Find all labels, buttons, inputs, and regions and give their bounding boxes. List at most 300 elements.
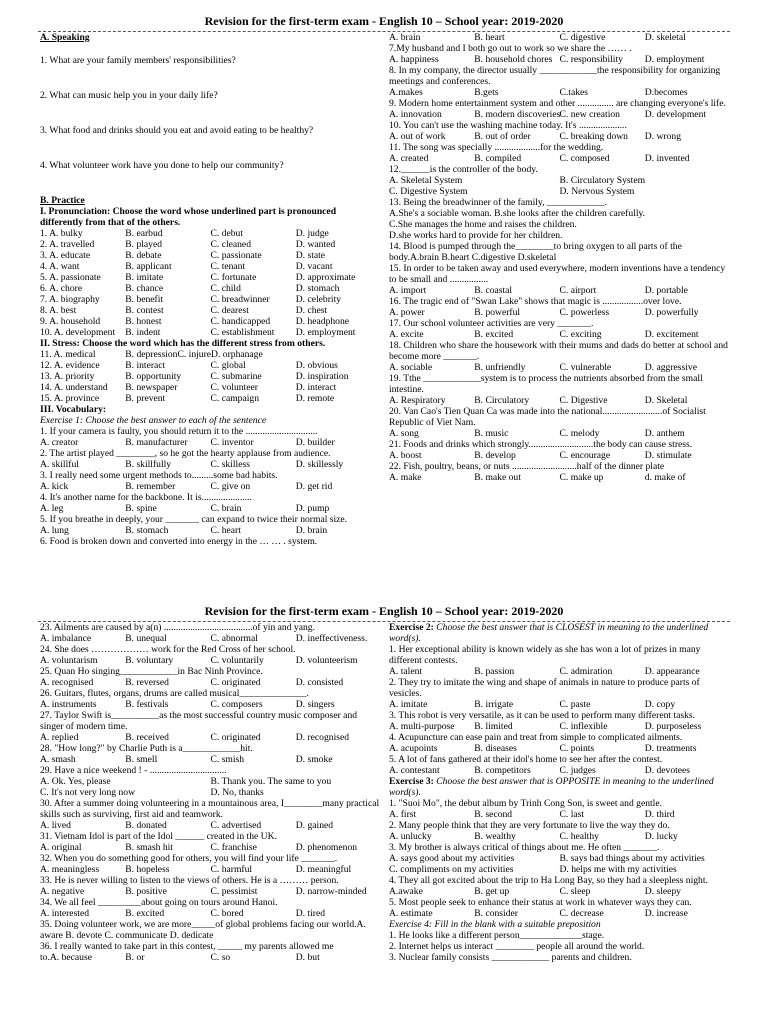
- question-text: 4. It's another name for the backbone. It is.....................: [40, 492, 252, 503]
- answer-option: D. increase: [644, 908, 688, 919]
- answer-option: B. music: [474, 428, 509, 439]
- answer-option: B. honest: [125, 316, 162, 327]
- answer-option: B. received: [125, 732, 169, 743]
- answer-option: B. donated: [125, 820, 167, 831]
- answer-options: [389, 699, 730, 710]
- answer-options: [40, 437, 381, 448]
- answer-option: D. state: [295, 250, 326, 261]
- answer-option: B. compiled: [474, 153, 522, 164]
- answer-options: [40, 886, 381, 897]
- question-text: C.She manages the home and raises the children.: [389, 219, 577, 230]
- question-text: 9. Modern home entertainment system and other ............... are changing everyone's life.: [389, 98, 726, 109]
- answer-option: A. import: [389, 285, 427, 296]
- answer-options: [40, 481, 381, 492]
- answer-option: B.gets: [474, 87, 499, 98]
- answer-option: D. inspiration: [295, 371, 349, 382]
- spacer: [40, 148, 381, 160]
- answer-option: D. sleepy: [644, 886, 681, 897]
- answer-options: [40, 633, 381, 644]
- question-text: 5. If you breathe in deeply, your _______ can expand to twice their normal size.: [40, 514, 348, 525]
- answer-option: D. anthem: [644, 428, 685, 439]
- answer-option: D. remote: [295, 393, 335, 404]
- answer-option: D. obvious: [295, 360, 338, 371]
- question-text: 3. I really need some urgent methods to.........some bad habits.: [40, 470, 278, 481]
- answer-options: [389, 285, 730, 296]
- answer-option: B. competitors: [474, 765, 531, 776]
- part-heading: B. Practice: [40, 195, 85, 206]
- answer-option: C. sleep: [559, 886, 591, 897]
- answer-options: [40, 393, 381, 404]
- answer-option: D. Nervous System: [559, 186, 635, 197]
- answer-option: B. newspaper: [125, 382, 178, 393]
- answer-option: D. powerfully: [644, 307, 699, 318]
- answer-option: A. skillful: [40, 459, 79, 470]
- question-text: 32. When you do something good for others, you will find your life _______.: [40, 853, 338, 864]
- answer-option: 12. A. evidence: [40, 360, 100, 371]
- question-text: 4. What volunteer work have you done to help our community?: [40, 160, 284, 171]
- answer-option: A. Skeletal System: [389, 175, 463, 186]
- question-text: 34. We all feel _________about going on tours around Hanoi.: [40, 897, 278, 908]
- answer-option: D. get rid: [295, 481, 333, 492]
- answer-option: C. establishment: [210, 327, 275, 338]
- answer-option: D. judge: [295, 228, 329, 239]
- question-text: 12.______is the controller of the body.: [389, 164, 538, 175]
- answer-option: B. smell: [125, 754, 158, 765]
- answer-option: 4. A. want: [40, 261, 80, 272]
- answer-option: C. admiration: [559, 666, 613, 677]
- left-column: [40, 32, 381, 547]
- question-text: 16. The tragic end of "Swan Lake" shows that magic is .................over love.: [389, 296, 682, 307]
- answer-option: D. Skeletal: [644, 395, 688, 406]
- answer-option: D. employment: [644, 54, 705, 65]
- answer-option: C. last: [559, 809, 585, 820]
- answer-option: C. judges: [559, 765, 596, 776]
- answer-option: B. powerful: [474, 307, 521, 318]
- answer-option: A. boost: [389, 450, 422, 461]
- question-text: 4. Acupuncture can ease pain and treat from simple to complicated ailments.: [389, 732, 683, 743]
- answer-option: C. global: [210, 360, 246, 371]
- exercise-heading: Exercise 1: Choose the best answer to each of the sentence: [40, 415, 267, 426]
- question-text: 14. Blood is pumped through the________to bring oxygen to all parts of the body.A.brain B.heart C.digestive D.skeletal: [389, 241, 682, 263]
- answer-option: A. created: [389, 153, 429, 164]
- answer-option: B. festivals: [125, 699, 169, 710]
- answer-option: C. advertised: [210, 820, 262, 831]
- answer-options: [40, 677, 381, 688]
- answer-option: D. interact: [295, 382, 337, 393]
- answer-option: D. lucky: [644, 831, 678, 842]
- question-text: 3. This robot is very versatile, as it can be used to perform many different tasks.: [389, 710, 696, 721]
- exam-sheet-2: [0, 590, 768, 1024]
- columns-2: [0, 622, 768, 963]
- answer-option: A. voluntarism: [40, 655, 98, 666]
- answer-options: [40, 228, 381, 239]
- answer-option: D. phenomenon: [295, 842, 358, 853]
- exercise-instruction: Choose the best answer that is OPPOSITE in meaning to the underlined word(s).: [389, 776, 714, 798]
- answer-options: [389, 395, 730, 406]
- answer-option: C. new creation: [559, 109, 620, 120]
- question-text: 2. The artist played ________, so he got the hearty applause from audience.: [40, 448, 331, 459]
- answer-option: A. leg: [40, 503, 64, 514]
- answer-option: A. first: [389, 809, 417, 820]
- answer-options: [389, 32, 730, 43]
- answer-option: D. wanted: [295, 239, 336, 250]
- answer-option: D. smoke: [295, 754, 333, 765]
- answer-option: B. passion: [474, 666, 515, 677]
- answer-option: B. manufacturer: [125, 437, 188, 448]
- answer-option: B. smash hit: [125, 842, 173, 853]
- answer-option: B. applicant: [125, 261, 172, 272]
- answer-option: D. chest: [295, 305, 328, 316]
- answer-option: A. Ok. Yes, please: [40, 776, 111, 787]
- answer-option: C. give on: [210, 481, 251, 492]
- answer-options: [389, 131, 730, 142]
- answer-options: [389, 765, 730, 776]
- answer-option: C. campaign: [210, 393, 259, 404]
- answer-option: A. multi-purpose: [389, 721, 455, 732]
- answer-option: B. household chores: [474, 54, 553, 65]
- answer-option: B. Thank you. The same to you: [210, 776, 332, 787]
- answer-options: [389, 329, 730, 340]
- answer-options: [40, 459, 381, 470]
- answer-option: B. spine: [125, 503, 157, 514]
- answer-option: D. tired: [295, 908, 326, 919]
- answer-option: C. It's not very long now: [40, 787, 135, 798]
- question-text: 36. I really wanted to take part in this contest, _____ my parents allowed me: [40, 941, 334, 952]
- question-text: 13. Being the breadwinner of the family, ____________.: [389, 197, 607, 208]
- question-text: 4. They all got excited about the trip to Ha Long Bay, so they had a sleepless night.: [389, 875, 708, 886]
- answer-option: A.makes: [389, 87, 423, 98]
- answer-option: C. cleaned: [210, 239, 251, 250]
- answer-option: B. depressionC. injureD. orphanage: [125, 349, 263, 360]
- answer-option: D. brain: [295, 525, 328, 536]
- answer-option: 2. A. travelled: [40, 239, 95, 250]
- answer-option: C. Digestive: [559, 395, 608, 406]
- page-title: Revision for the first-term exam - English 10 – School year: 2019-2020: [204, 14, 564, 28]
- question-text: 17. Our school volunteer activities are very _______.: [389, 318, 594, 329]
- question-text: 1. Her exceptional ability is known widely as she has won a lot of prizes in many different contests.: [389, 644, 701, 666]
- answer-option: B. Circulatory: [474, 395, 530, 406]
- answer-option: C. Digestive System: [389, 186, 468, 197]
- question-text: 2. They try to imitate the wing and shape of animals in nature to produce parts of vesicles.: [389, 677, 700, 699]
- answer-option: A. creator: [40, 437, 79, 448]
- answer-options: [389, 54, 730, 65]
- answer-option: D. wrong: [644, 131, 681, 142]
- answer-option: B. opportunity: [125, 371, 182, 382]
- part-heading: A. Speaking: [40, 32, 90, 43]
- page-title-2: Revision for the first-term exam - English 10 – School year: 2019-2020: [204, 604, 564, 618]
- answer-options: [389, 153, 730, 164]
- answer-options: [40, 820, 381, 831]
- answer-options: [389, 109, 730, 120]
- question-text: 18. Children who share the housework with their mums and dads do better at school and become more _______.: [389, 340, 728, 362]
- answer-option: B. out of order: [474, 131, 531, 142]
- question-text: 28. "How long?" by Charlie Puth is a____________hit.: [40, 743, 253, 754]
- answer-option: B. prevent: [125, 393, 166, 404]
- question-text: 3. Nuclear family consists ____________ parents and children.: [389, 952, 632, 963]
- answer-option: A. interested: [40, 908, 90, 919]
- answer-option: B. stomach: [125, 525, 169, 536]
- answer-option: A. kick: [40, 481, 69, 492]
- answer-option: D. purposeless: [644, 721, 702, 732]
- answer-option: D. narrow-minded: [295, 886, 367, 897]
- spacer: [40, 101, 381, 113]
- answer-option: C. abnormal: [210, 633, 258, 644]
- answer-option: A. original: [40, 842, 82, 853]
- answer-option: 13. A. priority: [40, 371, 95, 382]
- answer-option: B. unequal: [125, 633, 167, 644]
- exercise-heading: Exercise 4: Fill in the blank with a suitable preposition: [389, 919, 601, 930]
- answer-options: [40, 283, 381, 294]
- answer-options: [40, 239, 381, 250]
- answer-options: [389, 666, 730, 677]
- answer-option: 5. A. passionate: [40, 272, 101, 283]
- answer-option: A. unlucky: [389, 831, 432, 842]
- question-text: 26. Guitars, flutes, organs, drums are called musical______________.: [40, 688, 309, 699]
- exercise-label: Exercise 2:: [389, 622, 434, 633]
- answer-option: B. Circulatory System: [559, 175, 646, 186]
- answer-options: [389, 428, 730, 439]
- answer-option: D. treatments: [644, 743, 697, 754]
- answer-options: [40, 327, 381, 338]
- answer-option: C. franchise: [210, 842, 257, 853]
- question-text: 2. Internet helps us interact ________ people all around the world.: [389, 941, 645, 952]
- question-text: 1. What are your family members' responsibilities?: [40, 55, 236, 66]
- answer-options: [40, 732, 381, 743]
- answer-option: D. meaningful: [295, 864, 352, 875]
- exercise-heading: [389, 622, 730, 644]
- left-column-2: [40, 622, 381, 963]
- answer-options: [40, 525, 381, 536]
- answer-options: [40, 787, 381, 798]
- answer-option: A. out of work: [389, 131, 446, 142]
- answer-option: D. appearance: [644, 666, 700, 677]
- answer-options: [389, 87, 730, 98]
- answer-options: [40, 294, 381, 305]
- answer-options: [40, 754, 381, 765]
- answer-option: D. but: [295, 952, 320, 963]
- answer-option: C. healthy: [559, 831, 599, 842]
- answer-option: A. power: [389, 307, 425, 318]
- answer-option: 15. A. province: [40, 393, 100, 404]
- question-text: 30. After a summer doing volunteering in a mountainous area, I________many practical skills such as surviving, first aid and teamwork.: [40, 798, 380, 820]
- answer-option: C. encourage: [559, 450, 611, 461]
- answer-options: [389, 307, 730, 318]
- answer-option: B. irrigate: [474, 699, 514, 710]
- answer-options: [40, 864, 381, 875]
- question-text: 5. A lot of fans gathered at their idol's home to see her after the contest.: [389, 754, 663, 765]
- answer-option: 6. A. chore: [40, 283, 83, 294]
- answer-option: D. builder: [295, 437, 335, 448]
- answer-option: C. heart: [210, 525, 241, 536]
- answer-options: [40, 272, 381, 283]
- question-text: D.she works hard to provide for her children.: [389, 230, 563, 241]
- spacer: [40, 171, 381, 183]
- answer-option: A. excite: [389, 329, 424, 340]
- answer-option: A. imbalance: [40, 633, 92, 644]
- question-text: 3. My brother is always critical of things about me. He often _______.: [389, 842, 660, 853]
- question-text: 19. Tthe ____________system is to process the nutrients absorbed from the small intestine.: [389, 373, 703, 395]
- section-heading: II. Stress: Choose the word which has the different stress from others.: [40, 338, 326, 349]
- answer-option: B. coastal: [474, 285, 513, 296]
- spacer: [40, 78, 381, 90]
- question-text: 1. If your camera is faulty, you should return it to the ..............................: [40, 426, 318, 437]
- exercise-label: Exercise 3:: [389, 776, 434, 787]
- question-text: 5. Most people seek to enhance their status at work in whatever ways they can.: [389, 897, 692, 908]
- answer-option: 7. A. biography: [40, 294, 100, 305]
- answer-options: [40, 261, 381, 272]
- answer-options: [40, 382, 381, 393]
- answer-option: A. innovation: [389, 109, 442, 120]
- answer-option: A. contestant: [389, 765, 440, 776]
- answer-options: [40, 776, 381, 787]
- answer-option: C. decrease: [559, 908, 604, 919]
- answer-option: C. voluntarily: [210, 655, 264, 666]
- question-text: A.She's a sociable woman. B.she looks after the children carefully.: [389, 208, 646, 219]
- answer-option: B. interact: [125, 360, 166, 371]
- answer-option: D. approximate: [295, 272, 356, 283]
- answer-option: B. heart: [474, 32, 505, 43]
- question-text: 23. Ailments are caused by a(n) .....................................of yin and yang.: [40, 622, 315, 633]
- answer-option: A. says good about my activities: [389, 853, 515, 864]
- answer-option: C. inflexible: [559, 721, 608, 732]
- question-text: 33. He is never willing to listen to the views of others. He is a ……… person.: [40, 875, 339, 886]
- answer-options: [40, 655, 381, 666]
- exercise-instruction: Choose the best answer that is CLOSEST in meaning to the underlined word(s).: [389, 622, 709, 644]
- answer-option: D. helps me with my activities: [559, 864, 677, 875]
- answer-option: A. lung: [40, 525, 69, 536]
- answer-option: A. make: [389, 472, 422, 483]
- answer-option: B. modern discoveries: [474, 109, 561, 120]
- answer-option: D. employment: [295, 327, 356, 338]
- answer-option: C. volunteer: [210, 382, 258, 393]
- question-text: 1. He looks like a different person_____________stage.: [389, 930, 605, 941]
- answer-option: A. sociable: [389, 362, 433, 373]
- answer-option: B. second: [474, 809, 513, 820]
- answer-options: [40, 360, 381, 371]
- answer-option: D. skeletal: [644, 32, 686, 43]
- answer-option: C. digestive: [559, 32, 606, 43]
- question-text: 24. She does ……………… work for the Red Cross of her school.: [40, 644, 296, 655]
- answer-option: A. meaningless: [40, 864, 100, 875]
- question-text: 15. In order to be taken away and used everywhere, modern inventions have a tendency to be small and ................: [389, 263, 726, 285]
- spacer: [40, 113, 381, 125]
- question-text: 25. Quan Ho singing____________in Bac Ninh Province.: [40, 666, 263, 677]
- answer-option: D. ineffectiveness.: [295, 633, 368, 644]
- answer-options: [389, 186, 730, 197]
- answer-options: [40, 250, 381, 261]
- answer-option: A. acupoints: [389, 743, 438, 754]
- answer-option: B. diseases: [474, 743, 517, 754]
- answer-options: [40, 503, 381, 514]
- section-heading: III. Vocabulary:: [40, 404, 107, 415]
- answer-options: [389, 743, 730, 754]
- answer-option: C. composers: [210, 699, 263, 710]
- answer-option: C. bored: [210, 908, 244, 919]
- answer-option: D. excitement: [644, 329, 699, 340]
- answer-option: 1. A. bulky: [40, 228, 83, 239]
- question-text: 10. You can't use the washing machine today. It's ....................: [389, 120, 627, 131]
- answer-option: D. stomach: [295, 283, 340, 294]
- answer-option: A. happiness: [389, 54, 439, 65]
- question-text: 20. Van Cao's Tien Quan Ca was made into the national.........................of Socialist Republic of Viet Nam.: [389, 406, 706, 428]
- answer-option: B. excited: [474, 329, 514, 340]
- answer-option: C. child: [210, 283, 241, 294]
- answer-option: C. submarine: [210, 371, 262, 382]
- answer-option: B. unfriendly: [474, 362, 526, 373]
- answer-option: C. make up: [559, 472, 604, 483]
- answer-options: [40, 908, 381, 919]
- answer-options: [40, 699, 381, 710]
- answer-option: D. copy: [644, 699, 676, 710]
- question-text: 6. Food is broken down and converted into energy in the … … . system.: [40, 536, 318, 547]
- question-text: 22. Fish, poultry, beans, or nuts ...........................half of the dinner plate: [389, 461, 665, 472]
- answer-option: C. points: [559, 743, 595, 754]
- answer-options: [389, 853, 730, 864]
- answer-option: C. smish: [210, 754, 245, 765]
- columns: [0, 32, 768, 547]
- answer-options: [40, 316, 381, 327]
- answer-option: B. consider: [474, 908, 518, 919]
- answer-option: C. breaking down: [559, 131, 628, 142]
- answer-option: [296, 349, 381, 360]
- answer-option: D. third: [644, 809, 675, 820]
- answer-option: D. No, thanks: [210, 787, 264, 798]
- answer-option: B. reversed: [125, 677, 169, 688]
- answer-option: C. fortunate: [210, 272, 257, 283]
- answer-option: C. melody: [559, 428, 600, 439]
- answer-options: [40, 952, 381, 963]
- answer-option: C. originated: [210, 732, 261, 743]
- question-text: 2. Many people think that they are very fortunate to live the way they do.: [389, 820, 670, 831]
- answer-option: B. limited: [474, 721, 513, 732]
- answer-option: B. benefit: [125, 294, 164, 305]
- answer-option: C. powerless: [559, 307, 610, 318]
- answer-option: B. skillfully: [125, 459, 172, 470]
- answer-option: C. so: [210, 952, 231, 963]
- answer-option: [211, 349, 296, 360]
- answer-option: A. instruments: [40, 699, 97, 710]
- answer-option: 9. A. household: [40, 316, 101, 327]
- answer-option: C. handicapped: [210, 316, 271, 327]
- answer-option: D. singers: [295, 699, 335, 710]
- answer-option: D.becomes: [644, 87, 688, 98]
- question-text: 1. "Suoi Mo", the debut album by Trinh Cong Son, is sweet and gentle.: [389, 798, 662, 809]
- answer-option: B. imitate: [125, 272, 164, 283]
- answer-options: [40, 349, 381, 360]
- answer-option: C. tenant: [210, 261, 246, 272]
- answer-option: D. stimulate: [644, 450, 692, 461]
- question-text: 21. Foods and drinks which strongly...........................the body can cause stress.: [389, 439, 693, 450]
- answer-options: [389, 908, 730, 919]
- answer-options: [40, 305, 381, 316]
- answer-option: B. develop: [474, 450, 516, 461]
- answer-option: A. smash: [40, 754, 76, 765]
- answer-option: C. compliments on my activities: [389, 864, 514, 875]
- answer-options: [40, 842, 381, 853]
- answer-option: D. gained: [295, 820, 334, 831]
- spacer: [40, 66, 381, 78]
- answer-option: B. wealthy: [474, 831, 516, 842]
- answer-option: B. contest: [125, 305, 164, 316]
- answer-option: C. responsibility: [559, 54, 623, 65]
- answer-option: D. celebrity: [295, 294, 342, 305]
- question-text: 11. The song was specially ...................for the wedding.: [389, 142, 604, 153]
- answer-option: D. volunteerism: [295, 655, 358, 666]
- right-column-2: [389, 622, 730, 963]
- answer-option: D. portable: [644, 285, 688, 296]
- spacer: [40, 136, 381, 148]
- answer-option: D. development: [644, 109, 707, 120]
